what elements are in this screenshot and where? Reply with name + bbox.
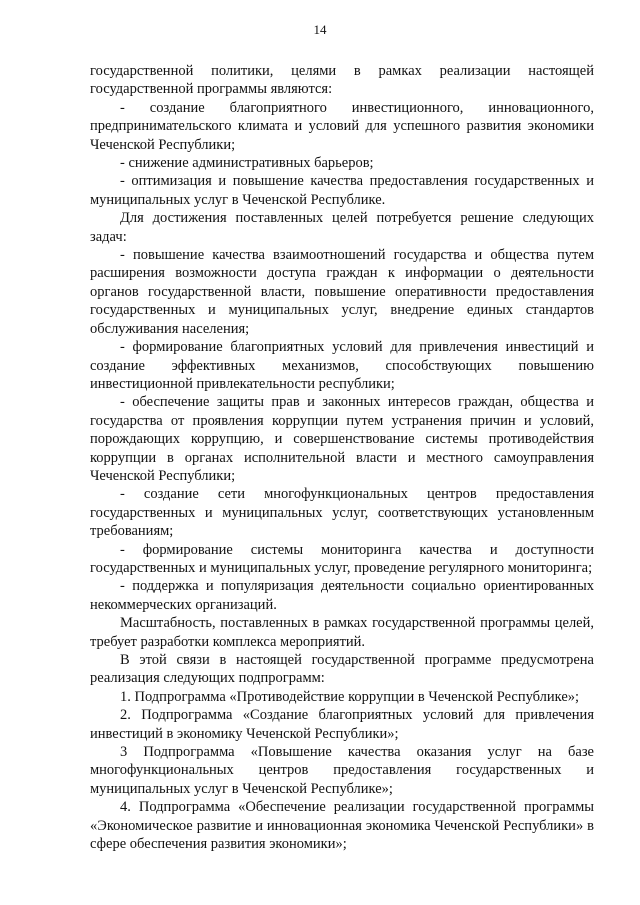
goal-item-investment-climate: - создание благоприятного инвестиционного, инновационного, предпринимательского климата и условий для успешного развития экономики Чеченской Республики;: [90, 99, 594, 153]
paragraph-scale: Масштабность, поставленных в рамках государственной программы целей, требует разработки комплекса мероприятий.: [90, 615, 594, 650]
subprogram-item-4: 4. Подпрограмма «Обеспечение реализации государственной программы «Экономическое развитие и инновационная экономика Чеченской Республики» в сфере обеспечения развития экономики»;: [90, 799, 594, 853]
task-item-investment-conditions: - формирование благоприятных условий для привлечения инвестиций и создание эффективных механизмов, способствующих повышению инвестиционной привлекательности республики;: [90, 339, 594, 392]
task-item-anti-corruption: - обеспечение защиты прав и законных интересов граждан, общества и государства от проявления коррупции путем устранения причин и условий, порождающих коррупцию, и совершенствование системы противодействия коррупции в органах исполнительной власти и местного самоуправления Чеченской Республики;: [90, 394, 594, 484]
task-item-mfc-network: - создание сети многофункциональных центров предоставления государственных и муниципальных услуг, соответствующих установленным требованиям;: [90, 486, 594, 540]
task-item-nonprofit-support: - поддержка и популяризация деятельности социально ориентированных некоммерческих организаций.: [90, 578, 594, 613]
subprogram-item-3: 3 Подпрограмма «Повышение качества оказания услуг на базе многофункциональных центров предоставления государственных и муниципальных услуг в Чеченской Республике»;: [90, 744, 594, 797]
paragraph-goals-continuation: государственной политики, целями в рамках реализации настоящей государственной программы являются:: [90, 63, 594, 98]
goal-item-admin-barriers: - снижение административных барьеров;: [120, 155, 374, 172]
paragraph-subprograms-intro: В этой связи в настоящей государственной программе предусмотрена реализация следующих подпрограмм:: [90, 652, 594, 687]
subprogram-item-2: 2. Подпрограмма «Создание благоприятных условий для привлечения инвестиций в экономику Чеченской Республики»;: [90, 707, 594, 742]
document-body: [90, 62, 594, 853]
task-item-state-society-relations: - повышение качества взаимоотношений государства и общества путем расширения возможности доступа граждан к информации о деятельности органов государственной власти, повышение оперативности предоставления государственных и муниципальных услуг, внедрение единых стандартов обслуживания населения;: [90, 247, 594, 337]
task-item-monitoring-system: - формирование системы мониторинга качества и доступности государственных и муниципальных услуг, проведение регулярного мониторинга;: [90, 541, 594, 576]
subprogram-item-1: 1. Подпрограмма «Противодействие коррупции в Чеченской Республике»;: [120, 688, 580, 705]
page-number: 14: [313, 22, 327, 37]
paragraph-tasks-intro: Для достижения поставленных целей потребуется решение следующих задач:: [90, 210, 594, 245]
goal-item-services-quality: - оптимизация и повышение качества предоставления государственных и муниципальных услуг в Чеченской Республике.: [90, 173, 594, 208]
